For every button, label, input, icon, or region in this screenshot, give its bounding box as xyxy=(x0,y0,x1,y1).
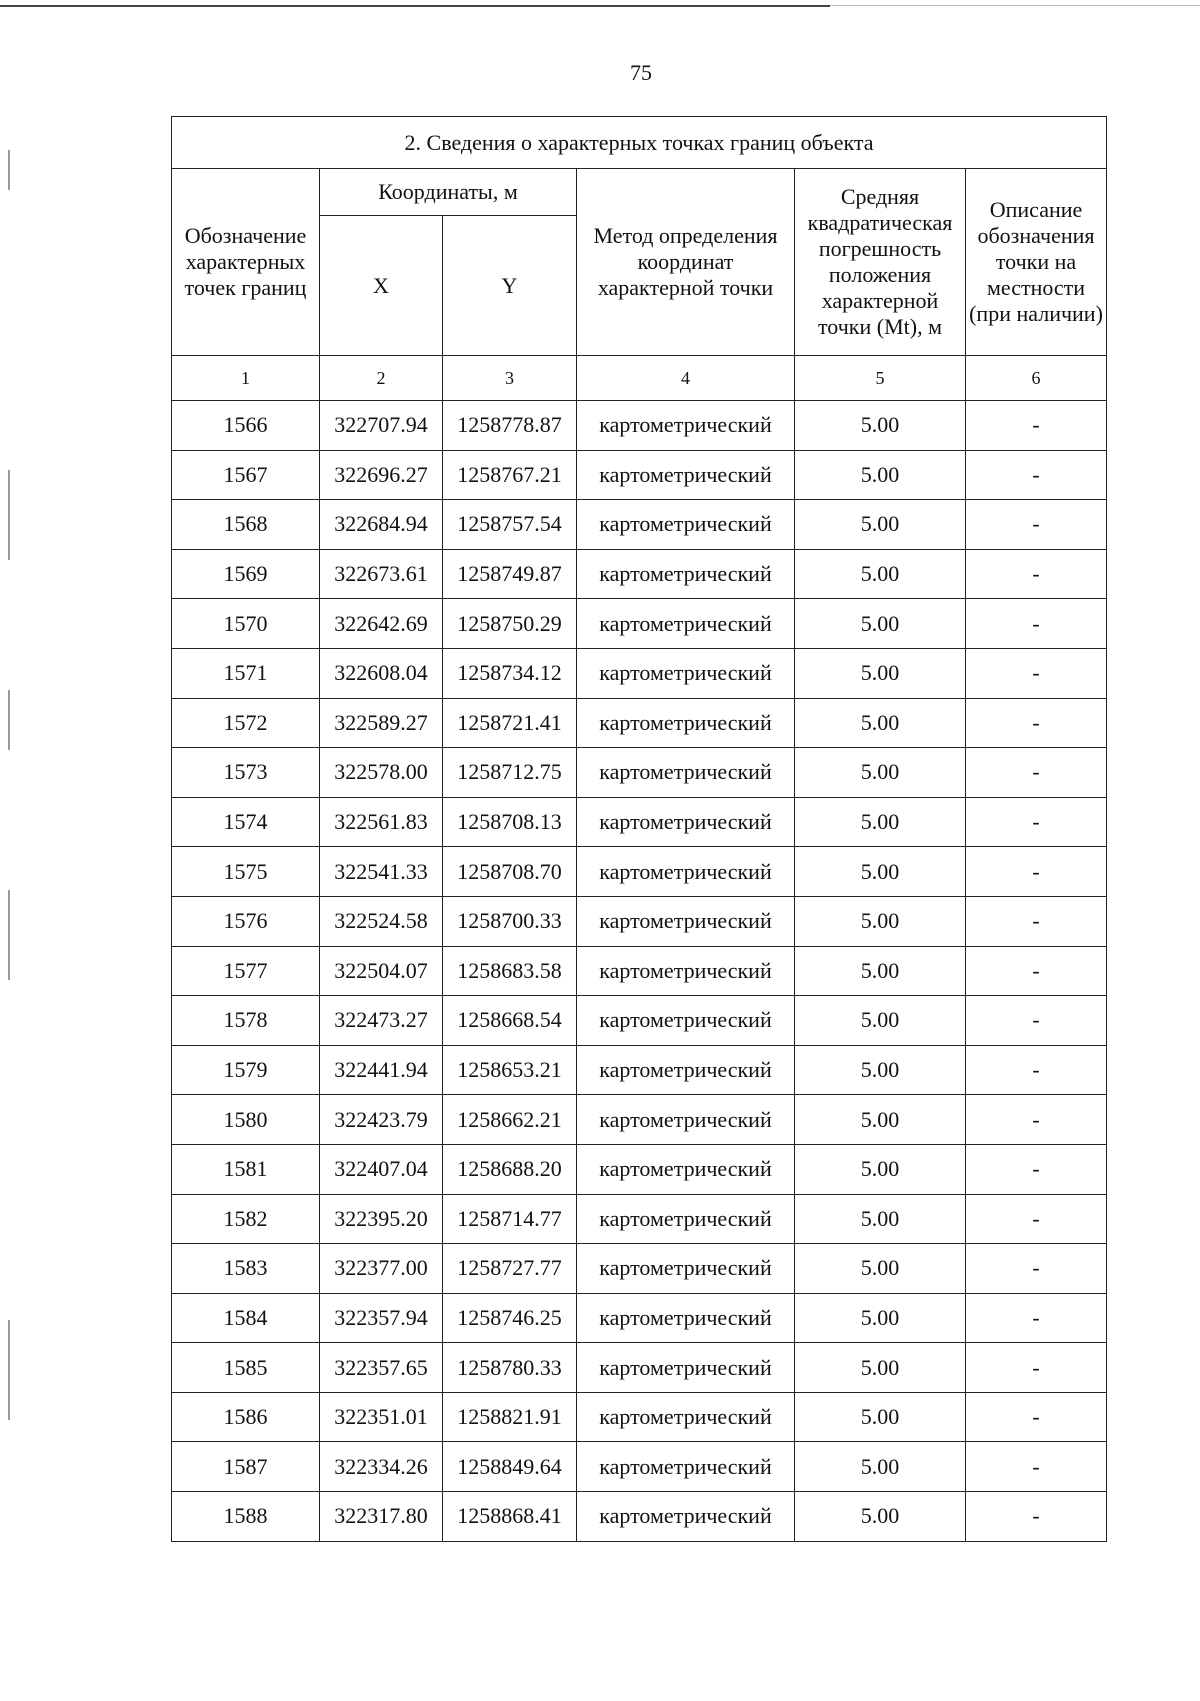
header-method: Метод определения координат характерной точки xyxy=(577,169,795,356)
method-cell: картометрический xyxy=(577,450,795,500)
x-coordinate-cell: 322684.94 xyxy=(320,500,443,550)
point-id-cell: 1576 xyxy=(172,896,320,946)
scan-margin-mark xyxy=(8,150,10,190)
x-coordinate-cell: 322395.20 xyxy=(320,1194,443,1244)
x-coordinate-cell: 322423.79 xyxy=(320,1095,443,1145)
mean-error-cell: 5.00 xyxy=(795,996,966,1046)
table-row xyxy=(172,847,1107,897)
mean-error-cell: 5.00 xyxy=(795,797,966,847)
description-cell: - xyxy=(966,698,1107,748)
column-number: 1 xyxy=(172,356,320,401)
y-coordinate-cell: 1258849.64 xyxy=(443,1442,577,1492)
mean-error-cell: 5.00 xyxy=(795,648,966,698)
mean-error-cell: 5.00 xyxy=(795,401,966,451)
y-coordinate-cell: 1258653.21 xyxy=(443,1045,577,1095)
x-coordinate-cell: 322589.27 xyxy=(320,698,443,748)
x-coordinate-cell: 322541.33 xyxy=(320,847,443,897)
point-id-cell: 1571 xyxy=(172,648,320,698)
description-cell: - xyxy=(966,946,1107,996)
description-cell: - xyxy=(966,847,1107,897)
method-cell: картометрический xyxy=(577,1144,795,1194)
method-cell: картометрический xyxy=(577,1442,795,1492)
method-cell: картометрический xyxy=(577,748,795,798)
x-coordinate-cell: 322334.26 xyxy=(320,1442,443,1492)
page-number: 75 xyxy=(630,60,652,85)
point-id-cell: 1579 xyxy=(172,1045,320,1095)
column-number: 4 xyxy=(577,356,795,401)
header-point-designation: Обозначение характерных точек границ xyxy=(172,169,320,356)
description-cell: - xyxy=(966,599,1107,649)
y-coordinate-cell: 1258662.21 xyxy=(443,1095,577,1145)
x-coordinate-cell: 322524.58 xyxy=(320,896,443,946)
description-cell: - xyxy=(966,450,1107,500)
method-cell: картометрический xyxy=(577,698,795,748)
mean-error-cell: 5.00 xyxy=(795,1492,966,1542)
table-row xyxy=(172,1244,1107,1294)
x-coordinate-cell: 322473.27 xyxy=(320,996,443,1046)
method-cell: картометрический xyxy=(577,847,795,897)
description-cell: - xyxy=(966,1392,1107,1442)
column-number: 2 xyxy=(320,356,443,401)
scan-margin-mark xyxy=(8,690,10,750)
description-cell: - xyxy=(966,1442,1107,1492)
table-row xyxy=(172,1045,1107,1095)
mean-error-cell: 5.00 xyxy=(795,1194,966,1244)
method-cell: картометрический xyxy=(577,1392,795,1442)
x-coordinate-cell: 322642.69 xyxy=(320,599,443,649)
method-cell: картометрический xyxy=(577,648,795,698)
method-cell: картометрический xyxy=(577,1244,795,1294)
x-coordinate-cell: 322561.83 xyxy=(320,797,443,847)
scan-top-edge-faint xyxy=(830,5,1200,6)
mean-error-cell: 5.00 xyxy=(795,896,966,946)
method-cell: картометрический xyxy=(577,1293,795,1343)
point-id-cell: 1584 xyxy=(172,1293,320,1343)
point-id-cell: 1566 xyxy=(172,401,320,451)
column-number: 3 xyxy=(443,356,577,401)
description-cell: - xyxy=(966,549,1107,599)
table-row xyxy=(172,648,1107,698)
mean-error-cell: 5.00 xyxy=(795,1392,966,1442)
description-cell: - xyxy=(966,996,1107,1046)
table-row xyxy=(172,996,1107,1046)
point-id-cell: 1586 xyxy=(172,1392,320,1442)
y-coordinate-cell: 1258683.58 xyxy=(443,946,577,996)
column-number: 6 xyxy=(966,356,1107,401)
x-coordinate-cell: 322357.94 xyxy=(320,1293,443,1343)
description-cell: - xyxy=(966,1293,1107,1343)
description-cell: - xyxy=(966,1244,1107,1294)
y-coordinate-cell: 1258700.33 xyxy=(443,896,577,946)
point-id-cell: 1588 xyxy=(172,1492,320,1542)
table-row xyxy=(172,1293,1107,1343)
y-coordinate-cell: 1258734.12 xyxy=(443,648,577,698)
mean-error-cell: 5.00 xyxy=(795,549,966,599)
method-cell: картометрический xyxy=(577,1194,795,1244)
point-id-cell: 1573 xyxy=(172,748,320,798)
point-id-cell: 1582 xyxy=(172,1194,320,1244)
y-coordinate-cell: 1258780.33 xyxy=(443,1343,577,1393)
y-coordinate-cell: 1258868.41 xyxy=(443,1492,577,1542)
description-cell: - xyxy=(966,1343,1107,1393)
table-row xyxy=(172,549,1107,599)
point-id-cell: 1574 xyxy=(172,797,320,847)
method-cell: картометрический xyxy=(577,946,795,996)
table-row xyxy=(172,1194,1107,1244)
mean-error-cell: 5.00 xyxy=(795,698,966,748)
mean-error-cell: 5.00 xyxy=(795,450,966,500)
y-coordinate-cell: 1258749.87 xyxy=(443,549,577,599)
x-coordinate-cell: 322317.80 xyxy=(320,1492,443,1542)
x-coordinate-cell: 322377.00 xyxy=(320,1244,443,1294)
table-row xyxy=(172,599,1107,649)
section-title: 2. Сведения о характерных точках границ объекта xyxy=(172,117,1107,169)
method-cell: картометрический xyxy=(577,500,795,550)
table-row xyxy=(172,748,1107,798)
table-row xyxy=(172,1343,1107,1393)
mean-error-cell: 5.00 xyxy=(795,946,966,996)
description-cell: - xyxy=(966,896,1107,946)
x-coordinate-cell: 322441.94 xyxy=(320,1045,443,1095)
header-row xyxy=(172,169,1107,216)
y-coordinate-cell: 1258746.25 xyxy=(443,1293,577,1343)
mean-error-cell: 5.00 xyxy=(795,748,966,798)
y-coordinate-cell: 1258688.20 xyxy=(443,1144,577,1194)
method-cell: картометрический xyxy=(577,797,795,847)
method-cell: картометрический xyxy=(577,1492,795,1542)
y-coordinate-cell: 1258712.75 xyxy=(443,748,577,798)
column-number: 5 xyxy=(795,356,966,401)
method-cell: картометрический xyxy=(577,896,795,946)
mean-error-cell: 5.00 xyxy=(795,500,966,550)
mean-error-cell: 5.00 xyxy=(795,1045,966,1095)
x-coordinate-cell: 322504.07 xyxy=(320,946,443,996)
point-id-cell: 1568 xyxy=(172,500,320,550)
point-id-cell: 1585 xyxy=(172,1343,320,1393)
column-number-row xyxy=(172,356,1107,401)
header-y: Y xyxy=(443,216,577,356)
scan-margin-mark xyxy=(8,890,10,980)
scan-margin-mark xyxy=(8,1320,10,1420)
x-coordinate-cell: 322357.65 xyxy=(320,1343,443,1393)
scan-margin-mark xyxy=(8,470,10,560)
x-coordinate-cell: 322608.04 xyxy=(320,648,443,698)
table-row xyxy=(172,1392,1107,1442)
y-coordinate-cell: 1258708.13 xyxy=(443,797,577,847)
point-id-cell: 1581 xyxy=(172,1144,320,1194)
y-coordinate-cell: 1258767.21 xyxy=(443,450,577,500)
point-id-cell: 1580 xyxy=(172,1095,320,1145)
point-id-cell: 1577 xyxy=(172,946,320,996)
method-cell: картометрический xyxy=(577,996,795,1046)
header-mean-error: Средняя квадратическая погрешность положения характерной точки (Mt), м xyxy=(795,169,966,356)
point-id-cell: 1578 xyxy=(172,996,320,1046)
y-coordinate-cell: 1258750.29 xyxy=(443,599,577,649)
table-row xyxy=(172,1442,1107,1492)
y-coordinate-cell: 1258778.87 xyxy=(443,401,577,451)
x-coordinate-cell: 322407.04 xyxy=(320,1144,443,1194)
table-row xyxy=(172,797,1107,847)
y-coordinate-cell: 1258821.91 xyxy=(443,1392,577,1442)
point-id-cell: 1583 xyxy=(172,1244,320,1294)
description-cell: - xyxy=(966,1492,1107,1542)
scan-top-edge xyxy=(0,5,830,7)
description-cell: - xyxy=(966,797,1107,847)
mean-error-cell: 5.00 xyxy=(795,847,966,897)
y-coordinate-cell: 1258727.77 xyxy=(443,1244,577,1294)
header-x: X xyxy=(320,216,443,356)
method-cell: картометрический xyxy=(577,1045,795,1095)
table-row xyxy=(172,401,1107,451)
table-row xyxy=(172,698,1107,748)
table-row xyxy=(172,946,1107,996)
boundary-points-table xyxy=(171,116,1107,1542)
header-description: Описание обозначения точки на местности (при наличии) xyxy=(966,169,1107,356)
method-cell: картометрический xyxy=(577,549,795,599)
y-coordinate-cell: 1258668.54 xyxy=(443,996,577,1046)
method-cell: картометрический xyxy=(577,401,795,451)
description-cell: - xyxy=(966,1095,1107,1145)
table-row xyxy=(172,500,1107,550)
mean-error-cell: 5.00 xyxy=(795,1095,966,1145)
header-coordinates: Координаты, м xyxy=(320,169,577,216)
mean-error-cell: 5.00 xyxy=(795,1293,966,1343)
table-row xyxy=(172,1492,1107,1542)
section-title-row xyxy=(172,117,1107,169)
mean-error-cell: 5.00 xyxy=(795,1343,966,1393)
x-coordinate-cell: 322673.61 xyxy=(320,549,443,599)
mean-error-cell: 5.00 xyxy=(795,599,966,649)
method-cell: картометрический xyxy=(577,1095,795,1145)
x-coordinate-cell: 322351.01 xyxy=(320,1392,443,1442)
point-id-cell: 1575 xyxy=(172,847,320,897)
x-coordinate-cell: 322707.94 xyxy=(320,401,443,451)
description-cell: - xyxy=(966,648,1107,698)
description-cell: - xyxy=(966,401,1107,451)
point-id-cell: 1572 xyxy=(172,698,320,748)
description-cell: - xyxy=(966,1194,1107,1244)
y-coordinate-cell: 1258721.41 xyxy=(443,698,577,748)
y-coordinate-cell: 1258714.77 xyxy=(443,1194,577,1244)
method-cell: картометрический xyxy=(577,599,795,649)
description-cell: - xyxy=(966,1144,1107,1194)
y-coordinate-cell: 1258757.54 xyxy=(443,500,577,550)
x-coordinate-cell: 322696.27 xyxy=(320,450,443,500)
description-cell: - xyxy=(966,500,1107,550)
method-cell: картометрический xyxy=(577,1343,795,1393)
description-cell: - xyxy=(966,748,1107,798)
description-cell: - xyxy=(966,1045,1107,1095)
x-coordinate-cell: 322578.00 xyxy=(320,748,443,798)
mean-error-cell: 5.00 xyxy=(795,1442,966,1492)
table-row xyxy=(172,450,1107,500)
point-id-cell: 1587 xyxy=(172,1442,320,1492)
point-id-cell: 1567 xyxy=(172,450,320,500)
table-row xyxy=(172,1144,1107,1194)
y-coordinate-cell: 1258708.70 xyxy=(443,847,577,897)
table-row xyxy=(172,1095,1107,1145)
table-row xyxy=(172,896,1107,946)
point-id-cell: 1570 xyxy=(172,599,320,649)
mean-error-cell: 5.00 xyxy=(795,1244,966,1294)
point-id-cell: 1569 xyxy=(172,549,320,599)
mean-error-cell: 5.00 xyxy=(795,1144,966,1194)
